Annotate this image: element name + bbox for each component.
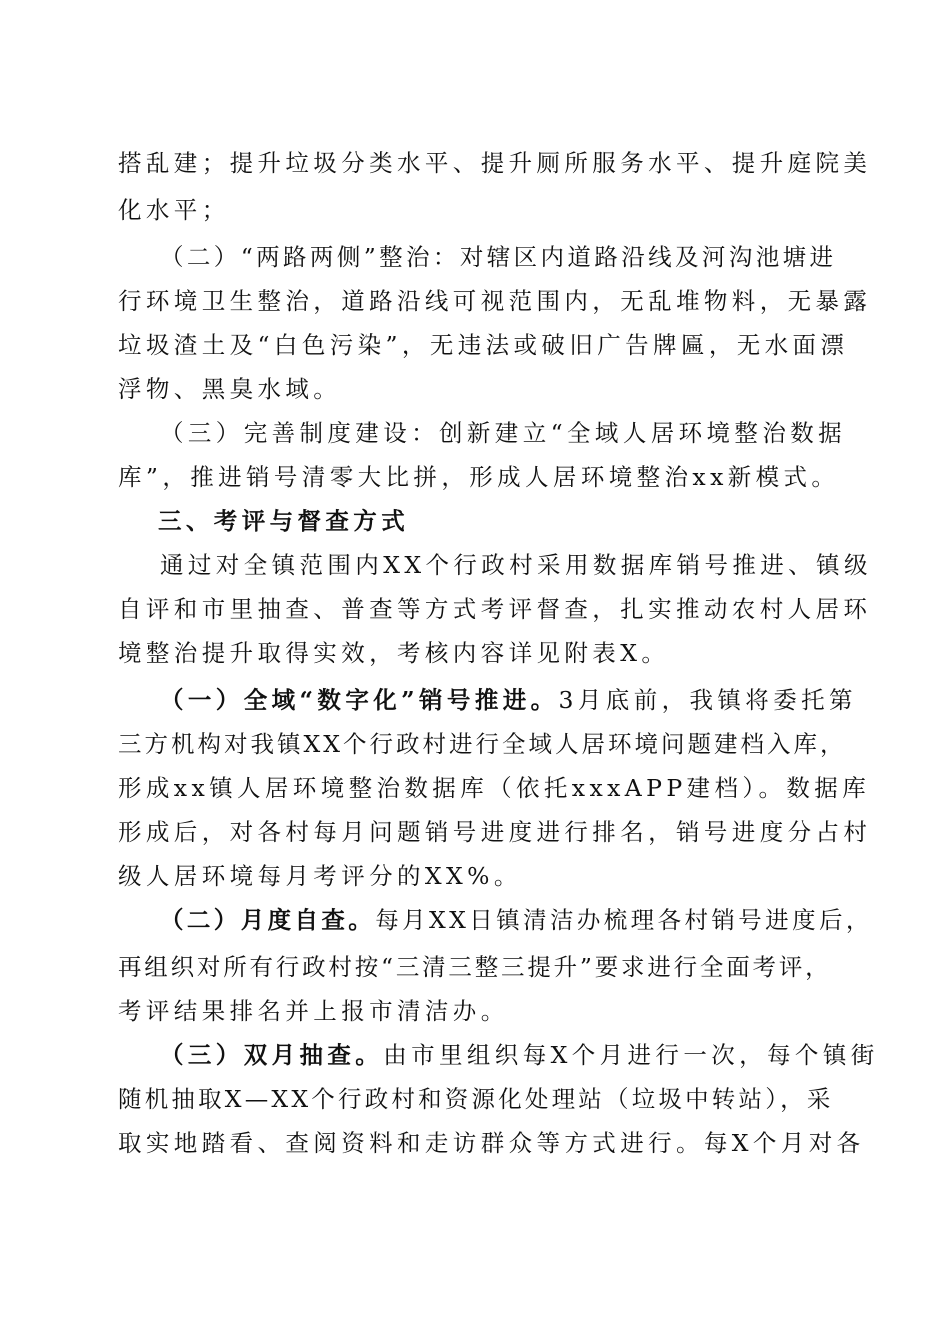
text-line (160, 680, 857, 720)
text-line (160, 1035, 879, 1075)
text-line: 取实地踏看、查阅资料和走访群众等方式进行。每X个月对各 (118, 1129, 865, 1157)
text-line: 级人居环境每月考评分的XX%。 (118, 862, 522, 890)
text-line: （三）完善制度建设：创新建立“全域人居环境整治数据 (160, 419, 847, 447)
text-line: 搭乱建；提升垃圾分类水平、提升厕所服务水平、提升庭院美 (118, 149, 872, 177)
text-line: 自评和市里抽查、普查等方式考评督查，扎实推动农村人居环 (118, 595, 872, 623)
subsection-title: （三）双月抽查。 (160, 1041, 384, 1069)
subsection-title: （一）全域“数字化”销号推进。 (160, 686, 559, 714)
text-run: 每月XX日镇清洁办梳理各村销号进度后， (375, 906, 873, 934)
text-line: 三方机构对我镇XX个行政村进行全域人居环境问题建档入库， (118, 730, 847, 758)
text-line (160, 900, 873, 940)
text-line: （二）“两路两侧”整治：对辖区内道路沿线及河沟池塘进 (160, 243, 837, 271)
text-run: 3月底前，我镇将委托第 (558, 686, 857, 714)
text-line: 垃圾渣土及“白色污染”，无违法或破旧广告牌匾，无水面漂 (118, 331, 849, 359)
text-line: 浮物、黑臭水域。 (118, 375, 342, 403)
text-run: 由市里组织每X个月进行一次，每个镇街 (383, 1041, 879, 1069)
text-line: 境整治提升取得实效，考核内容详见附表X。 (118, 639, 670, 667)
text-line: 库”，推进销号清零大比拼，形成人居环境整治xx新模式。 (118, 463, 840, 491)
text-line: 再组织对所有行政村按“三清三整三提升”要求进行全面考评， (118, 953, 832, 981)
text-line: 化水平； (118, 196, 230, 224)
text-line: 随机抽取X—XX个行政村和资源化处理站（垃圾中转站），采 (118, 1085, 834, 1113)
text-line: 行环境卫生整治，道路沿线可视范围内，无乱堆物料，无暴露 (118, 287, 872, 315)
text-line: 形成后，对各村每月问题销号进度进行排名，销号进度分占村 (118, 818, 872, 846)
text-line: 通过对全镇范围内XX个行政村采用数据库销号推进、镇级 (160, 551, 872, 579)
text-line: 形成xx镇人居环境整治数据库（依托xxxAPP建档）。数据库 (118, 774, 871, 802)
section-heading: 三、考评与督查方式 (158, 507, 410, 535)
text-line: 考评结果排名并上报市清洁办。 (118, 997, 509, 1025)
subsection-title: （二）月度自查。 (160, 906, 376, 934)
